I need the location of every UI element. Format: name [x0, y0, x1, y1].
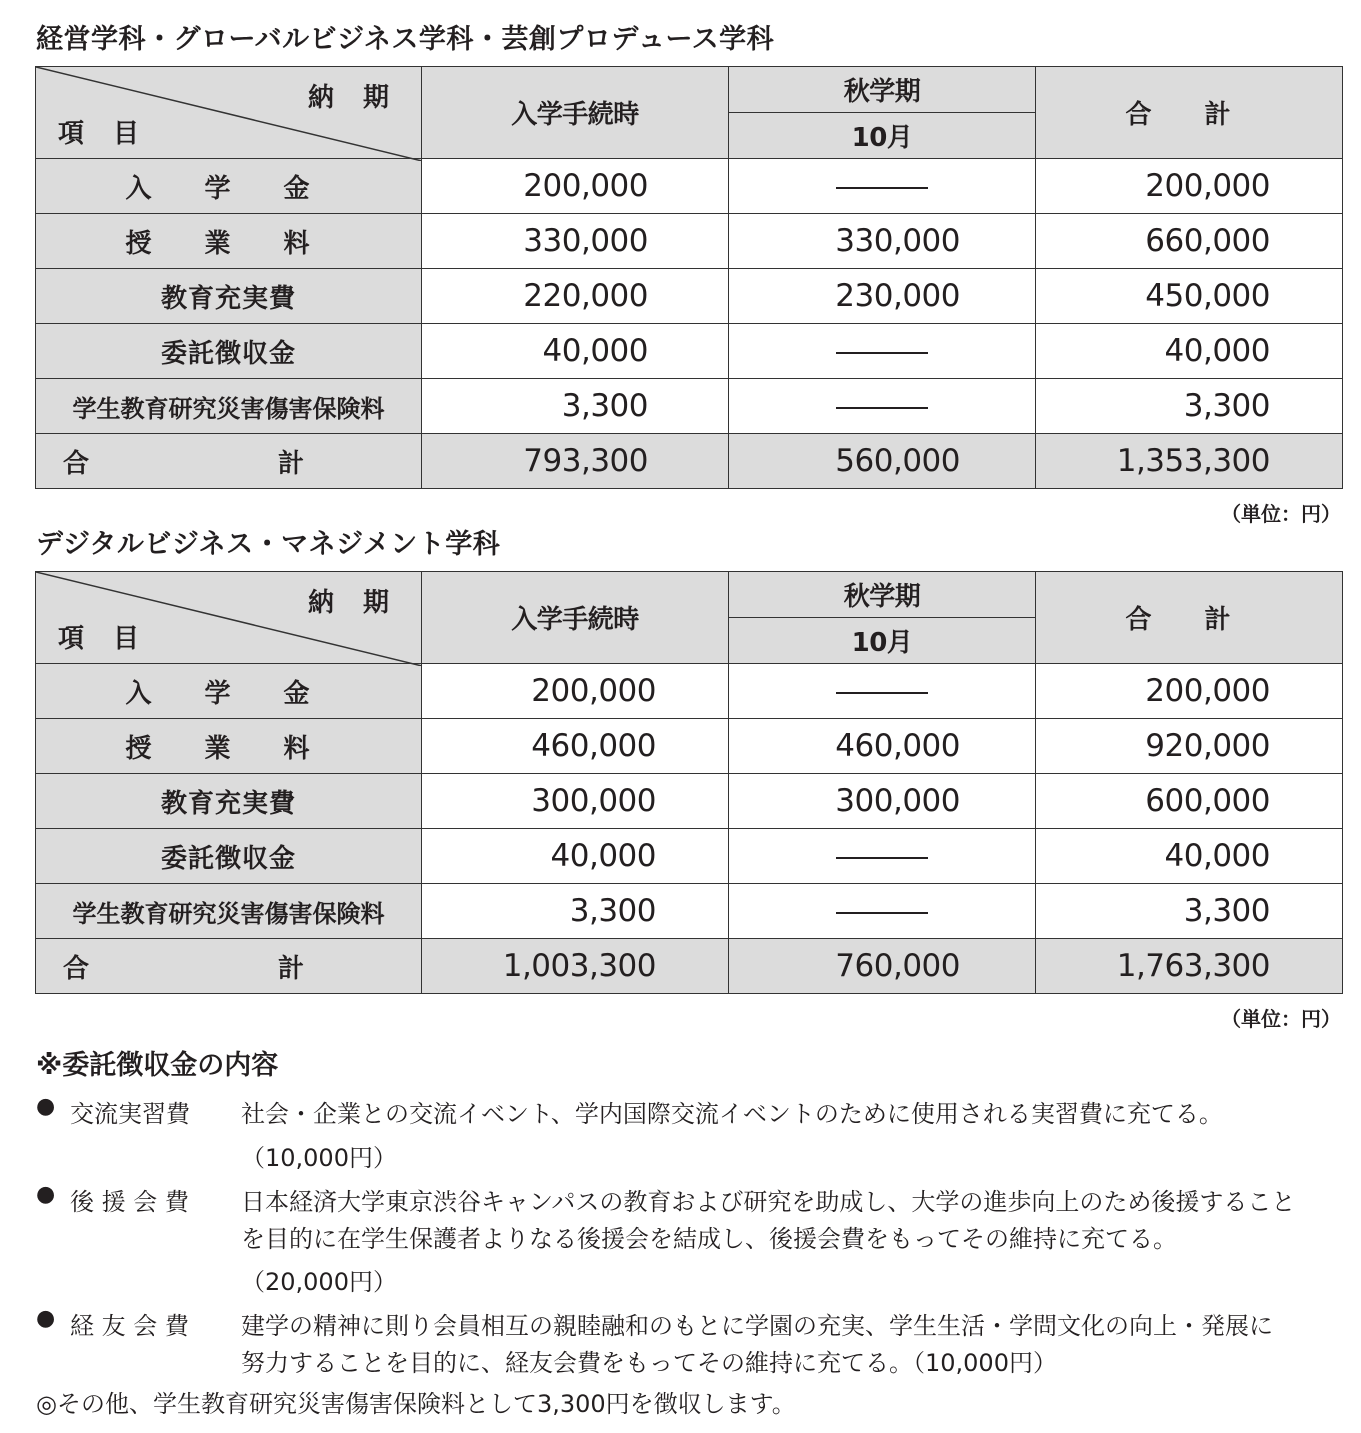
- col-header-fall: 秋学期: [729, 572, 1036, 618]
- total-value: 40,000: [1036, 324, 1343, 379]
- fall-value: 300,000: [729, 774, 1036, 829]
- total-value: 920,000: [1036, 719, 1343, 774]
- col-header-fall: 秋学期: [729, 67, 1036, 113]
- corner-header: [36, 572, 422, 664]
- dash-mark: [836, 407, 928, 409]
- fall-value: 330,000: [729, 214, 1036, 269]
- row-label-text: 入 学 金: [125, 173, 332, 204]
- total-value: 600,000: [1036, 774, 1343, 829]
- row-label: 委託徴収金: [36, 829, 422, 884]
- entry-value: 200,000: [422, 159, 729, 214]
- row-label: [36, 434, 422, 489]
- dash-mark: [836, 352, 928, 354]
- row-label-text: 授 業 料: [125, 228, 332, 259]
- col-header-entry: 入学手続時: [422, 67, 729, 159]
- corner-header: [36, 67, 422, 159]
- row-label: [36, 664, 422, 719]
- entry-value: 40,000: [422, 829, 729, 884]
- row-label-text: 授 業 料: [125, 733, 332, 764]
- row-label: [36, 719, 422, 774]
- col-header-total-text: 合 計: [1125, 100, 1253, 130]
- table-row: [36, 719, 1343, 774]
- fee-table-1: [35, 66, 1343, 489]
- row-label: [36, 939, 422, 994]
- total-value: 450,000: [1036, 269, 1343, 324]
- payment-period-label: 納 期: [307, 83, 399, 113]
- dash-mark: [836, 692, 928, 694]
- row-label: 学生教育研究災害傷害保険料: [36, 884, 422, 939]
- entry-value: 40,000: [422, 324, 729, 379]
- col-header-fall-month: 10月: [729, 618, 1036, 664]
- table-row: [36, 884, 1343, 939]
- dash-mark: [836, 857, 928, 859]
- total-value: 3,300: [1036, 884, 1343, 939]
- entry-value: 330,000: [422, 214, 729, 269]
- fall-value: 460,000: [729, 719, 1036, 774]
- note-amount: （20,000円）: [241, 1268, 397, 1296]
- footer-note: ◎その他、学生教育研究災害傷害保険料として3,300円を徴収します。: [36, 1390, 796, 1418]
- bullet-icon: ●: [36, 1182, 56, 1207]
- note-text: を目的に在学生保護者よりなる後援会を結成し、後援会費をもってその維持に充てる。: [241, 1225, 1177, 1253]
- row-label-text: 合 計: [62, 953, 395, 984]
- row-label: 学生教育研究災害傷害保険料: [36, 379, 422, 434]
- table-row-total: [36, 434, 1343, 489]
- table-row: [36, 214, 1343, 269]
- total-value: 1,353,300: [1036, 434, 1343, 489]
- fall-value: 560,000: [729, 434, 1036, 489]
- table-row: [36, 324, 1343, 379]
- dash-mark: [836, 912, 928, 914]
- col-header-entry: 入学手続時: [422, 572, 729, 664]
- note-amount: （10,000円）: [241, 1144, 397, 1172]
- fall-value-none: [729, 159, 1036, 214]
- entry-value: 300,000: [422, 774, 729, 829]
- row-label: 教育充実費: [36, 269, 422, 324]
- table-row: [36, 269, 1343, 324]
- note-label: 交流実習費: [70, 1100, 190, 1128]
- total-value: 40,000: [1036, 829, 1343, 884]
- fall-value: 230,000: [729, 269, 1036, 324]
- section-title-1: 経営学科・グローバルビジネス学科・芸創プロデュース学科: [36, 24, 775, 55]
- fee-table-2: [35, 571, 1343, 994]
- row-label: [36, 214, 422, 269]
- unit-note-1: （単位：円）: [1221, 502, 1341, 526]
- payment-period-label: 納 期: [307, 588, 399, 618]
- item-label: 項 目: [58, 624, 150, 654]
- entry-value: 793,300: [422, 434, 729, 489]
- fall-value: 760,000: [729, 939, 1036, 994]
- note-label: 経 友 会 費: [70, 1312, 189, 1340]
- row-label: 教育充実費: [36, 774, 422, 829]
- item-label: 項 目: [58, 119, 150, 149]
- note-text: 社会・企業との交流イベント、学内国際交流イベントのために使用される実習費に充てる。: [241, 1100, 1223, 1128]
- fall-value-none: [729, 379, 1036, 434]
- entry-value: 1,003,300: [422, 939, 729, 994]
- fall-value-none: [729, 324, 1036, 379]
- dash-mark: [836, 187, 928, 189]
- unit-note-2: （単位：円）: [1221, 1007, 1341, 1031]
- table-row: [36, 664, 1343, 719]
- total-value: 3,300: [1036, 379, 1343, 434]
- row-label: 委託徴収金: [36, 324, 422, 379]
- entry-value: 3,300: [422, 379, 729, 434]
- row-label: [36, 159, 422, 214]
- bullet-icon: ●: [36, 1306, 56, 1331]
- total-value: 660,000: [1036, 214, 1343, 269]
- col-header-total-text: 合 計: [1125, 605, 1253, 635]
- note-text: 努力することを目的に、経友会費をもってその維持に充てる。（10,000円）: [241, 1349, 1057, 1377]
- row-label-text: 合 計: [62, 448, 395, 479]
- bullet-icon: ●: [36, 1094, 56, 1119]
- table-row: [36, 379, 1343, 434]
- col-header-total: [1036, 572, 1343, 664]
- notes-title: ※委託徴収金の内容: [36, 1050, 279, 1081]
- total-value: 200,000: [1036, 159, 1343, 214]
- entry-value: 220,000: [422, 269, 729, 324]
- section-title-2: デジタルビジネス・マネジメント学科: [36, 529, 501, 560]
- row-label-text: 入 学 金: [125, 678, 332, 709]
- entry-value: 200,000: [422, 664, 729, 719]
- entry-value: 3,300: [422, 884, 729, 939]
- note-label: 後 援 会 費: [70, 1188, 189, 1216]
- fall-value-none: [729, 829, 1036, 884]
- table-row: [36, 159, 1343, 214]
- note-text: 建学の精神に則り会員相互の親睦融和のもとに学園の充実、学生生活・学問文化の向上・発展に: [241, 1312, 1273, 1340]
- fall-value-none: [729, 664, 1036, 719]
- fall-value-none: [729, 884, 1036, 939]
- total-value: 1,763,300: [1036, 939, 1343, 994]
- table-row: [36, 829, 1343, 884]
- table-row-total: [36, 939, 1343, 994]
- entry-value: 460,000: [422, 719, 729, 774]
- col-header-total: [1036, 67, 1343, 159]
- col-header-fall-month: 10月: [729, 113, 1036, 159]
- total-value: 200,000: [1036, 664, 1343, 719]
- table-row: [36, 774, 1343, 829]
- note-text: 日本経済大学東京渋谷キャンパスの教育および研究を助成し、大学の進歩向上のため後援すること: [241, 1188, 1296, 1216]
